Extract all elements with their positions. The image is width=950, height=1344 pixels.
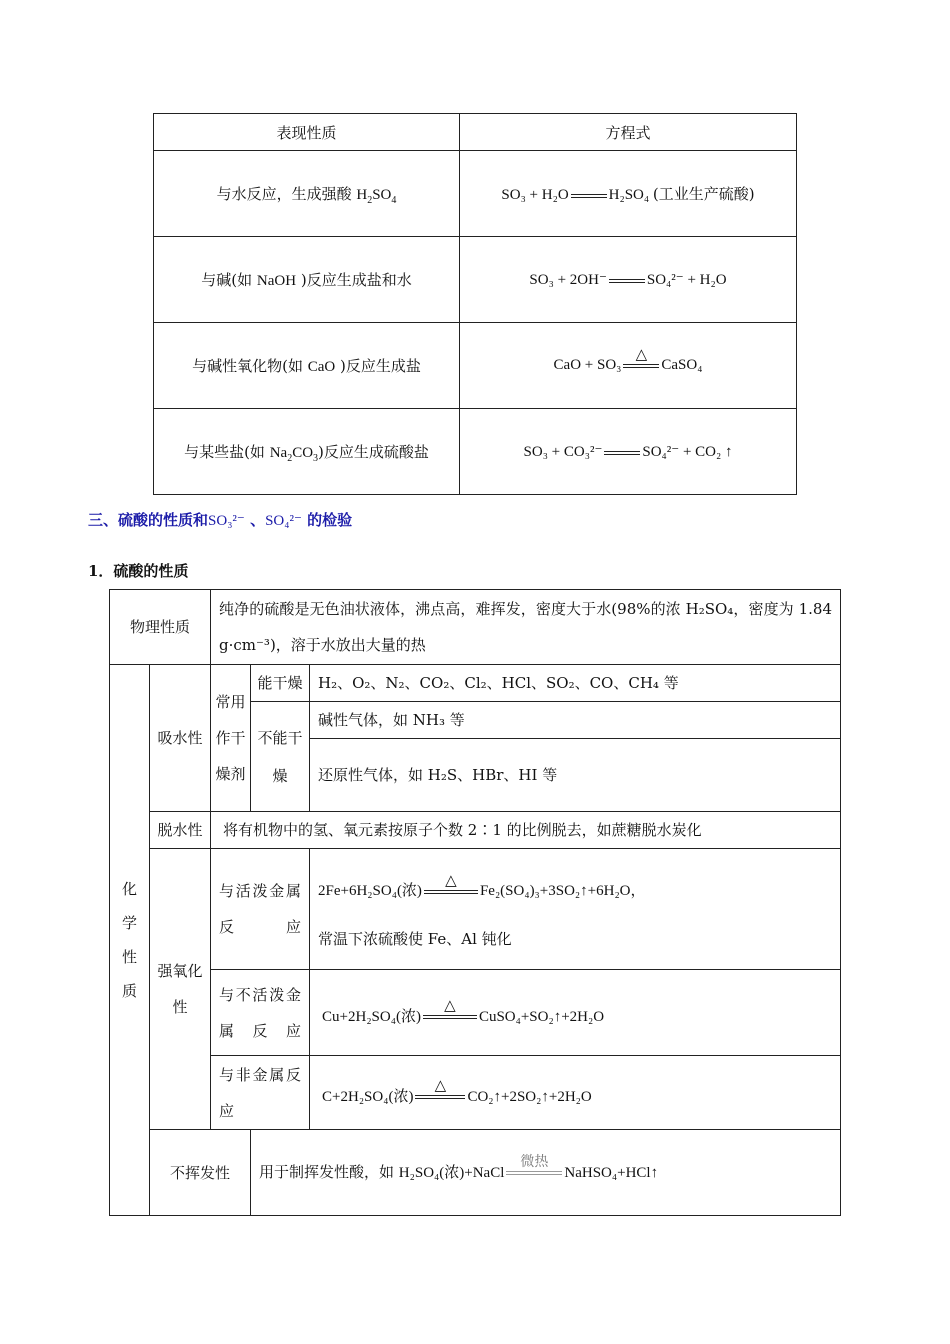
passivation-note: 常温下浓硫酸使 Fe、Al 钝化 xyxy=(318,930,512,948)
inactive-metal-equation xyxy=(310,970,841,1056)
equation-cell xyxy=(460,409,797,495)
header-property: 表现性质 xyxy=(154,114,460,151)
reaction-arrow xyxy=(506,1154,562,1175)
cannot-dry-text-2: 还原性气体，如 H₂S、HBr、HI 等 xyxy=(310,739,841,812)
can-dry-text: H₂、O₂、N₂、CO₂、Cl₂、HCl、SO₂、CO、CH₄ 等 xyxy=(310,665,841,702)
sulfuric-acid-properties-table xyxy=(109,589,841,1216)
formula-text: NaOH xyxy=(256,273,297,289)
reaction-arrow xyxy=(423,998,477,1019)
equation-right: H₂SO₄ xyxy=(608,187,650,203)
equation-left: SO₃ + 2OH⁻ xyxy=(529,272,607,288)
table-row xyxy=(110,665,841,702)
equation-left: SO₃ + CO₃²⁻ xyxy=(523,444,603,460)
equation-note: (工业生产硫酸) xyxy=(652,185,755,203)
table-row xyxy=(110,1056,841,1130)
formula-part: CO xyxy=(292,445,314,461)
mild-heat-condition: 微热 xyxy=(520,1154,549,1170)
formula-subscript: 3 xyxy=(313,453,319,464)
physical-text: 纯净的硫酸是无色油状液体，沸点高，难挥发，密度大于水(98%的浓 H₂SO₄，密度为 1.84 g·cm⁻³)，溶于水放出大量的热 xyxy=(211,590,841,665)
table-row xyxy=(110,590,841,665)
active-metal-cell xyxy=(310,849,841,970)
formula-subscript: 2 xyxy=(367,195,373,206)
absorb-label: 吸水性 xyxy=(150,665,211,812)
equation-right: SO₄²⁻ + CO₂ ↑ xyxy=(642,444,733,460)
property-text: 与碱(如 xyxy=(201,271,257,289)
oxidizing-label-text: 强氧化性 xyxy=(157,962,203,1016)
formula-subscript: 2 xyxy=(287,453,293,464)
reaction-arrow xyxy=(571,194,607,198)
equation-right: Fe₂(SO₄)₃+3SO₂↑+6H₂O， xyxy=(479,883,646,899)
reaction-arrow xyxy=(415,1078,465,1099)
heat-condition: △ xyxy=(434,1078,447,1095)
equation-right: CuSO₄+SO₂↑+2H₂O xyxy=(478,1008,605,1025)
property-text: 与某些盐(如 xyxy=(184,443,270,461)
property-cell xyxy=(154,237,460,323)
dehydrate-text: 将有机物中的氢、氧元素按原子个数 2∶1 的比例脱去，如蔗糖脱水炭化 xyxy=(211,812,841,849)
physical-label: 物理性质 xyxy=(110,590,211,665)
reaction-arrow xyxy=(424,872,478,894)
formula-part: Na xyxy=(269,445,288,461)
property-text: )反应生成盐 xyxy=(335,357,421,375)
active-metal-label: 与活泼金属反应 xyxy=(211,849,310,970)
active-metal-equation xyxy=(318,861,840,921)
inactive-metal-label: 与不活泼金属反应 xyxy=(211,970,310,1056)
formula-text xyxy=(356,187,397,206)
table-row xyxy=(154,151,797,237)
cannot-dry-text-1: 碱性气体，如 NH₃ 等 xyxy=(310,702,841,739)
section-heading xyxy=(88,509,352,530)
property-cell xyxy=(154,323,460,409)
sulfite-ion: SO₃²⁻ xyxy=(208,513,245,529)
formula-subscript: 4 xyxy=(391,195,397,206)
equation-left: 2Fe+6H₂SO₄(浓) xyxy=(318,883,422,899)
equation-right: SO₄²⁻ + H₂O xyxy=(646,272,727,288)
table-row xyxy=(110,849,841,970)
table-row xyxy=(110,970,841,1056)
equation-left: Cu+2H₂SO₄(浓) xyxy=(322,1008,421,1025)
cannot-dry-label-text: 不能干燥 xyxy=(257,728,303,785)
reaction-arrow xyxy=(609,279,645,283)
table-row xyxy=(110,812,841,849)
equation-left: CaO + SO₃ xyxy=(553,357,622,373)
subsection-heading: 1．硫酸的性质 xyxy=(88,562,189,580)
oxidizing-label xyxy=(150,849,211,1130)
nonmetal-label: 与非金属反应 xyxy=(211,1056,310,1130)
property-text: 与水反应，生成强酸 xyxy=(216,185,357,203)
formula-part: H xyxy=(356,187,368,203)
equation-cell xyxy=(460,151,797,237)
formula-part: SO xyxy=(372,187,392,203)
equation-cell xyxy=(460,237,797,323)
reaction-arrow xyxy=(604,451,640,455)
nonvolatile-label: 不挥发性 xyxy=(150,1130,251,1216)
dehydrate-label: 脱水性 xyxy=(150,812,211,849)
table-row xyxy=(154,323,797,409)
table-row xyxy=(154,409,797,495)
reaction-arrow xyxy=(623,346,659,368)
chemical-label xyxy=(110,665,150,1216)
table-row xyxy=(154,237,797,323)
desiccant-label-text: 常用作干燥剂 xyxy=(215,693,246,783)
equation-right: CO₂↑+2SO₂↑+2H₂O xyxy=(467,1088,592,1105)
desiccant-label xyxy=(211,665,251,812)
nonmetal-equation xyxy=(310,1056,841,1130)
equation-right: NaHSO₄+HCl↑ xyxy=(564,1165,659,1181)
heading-separator: 、 xyxy=(250,511,266,529)
equation-right: CaSO₄ xyxy=(661,357,703,373)
heat-condition: △ xyxy=(445,872,457,889)
sulfate-ion: SO₄²⁻ xyxy=(265,513,302,529)
heat-condition: △ xyxy=(444,998,456,1015)
nonvolatile-text: 用于制挥发性酸，如 xyxy=(259,1163,399,1181)
formula-text xyxy=(269,445,319,464)
heading-text: 三、硫酸的性质和 xyxy=(88,511,209,529)
property-cell xyxy=(154,409,460,495)
so3-properties-table xyxy=(153,113,797,495)
heat-condition: △ xyxy=(635,346,648,363)
equation-left: H₂SO₄(浓)+NaCl xyxy=(398,1165,505,1181)
property-text: )反应生成盐和水 xyxy=(296,271,412,289)
chemical-label-text: 化学性质 xyxy=(122,880,138,1000)
property-cell xyxy=(154,151,460,237)
property-text: 与碱性氧化物(如 xyxy=(192,357,308,375)
header-equation: 方程式 xyxy=(460,114,797,151)
property-text: )反应生成硫酸盐 xyxy=(318,443,429,461)
heading-text: 的检验 xyxy=(307,511,353,529)
equation-left: SO₃ + H₂O xyxy=(501,187,569,203)
nonvolatile-cell xyxy=(251,1130,841,1216)
table-row xyxy=(110,1130,841,1216)
formula-text: CaO xyxy=(307,359,336,375)
equation-left: C+2H₂SO₄(浓) xyxy=(322,1088,414,1105)
cannot-dry-label xyxy=(251,702,310,812)
can-dry-label: 能干燥 xyxy=(251,665,310,702)
equation-cell xyxy=(460,323,797,409)
